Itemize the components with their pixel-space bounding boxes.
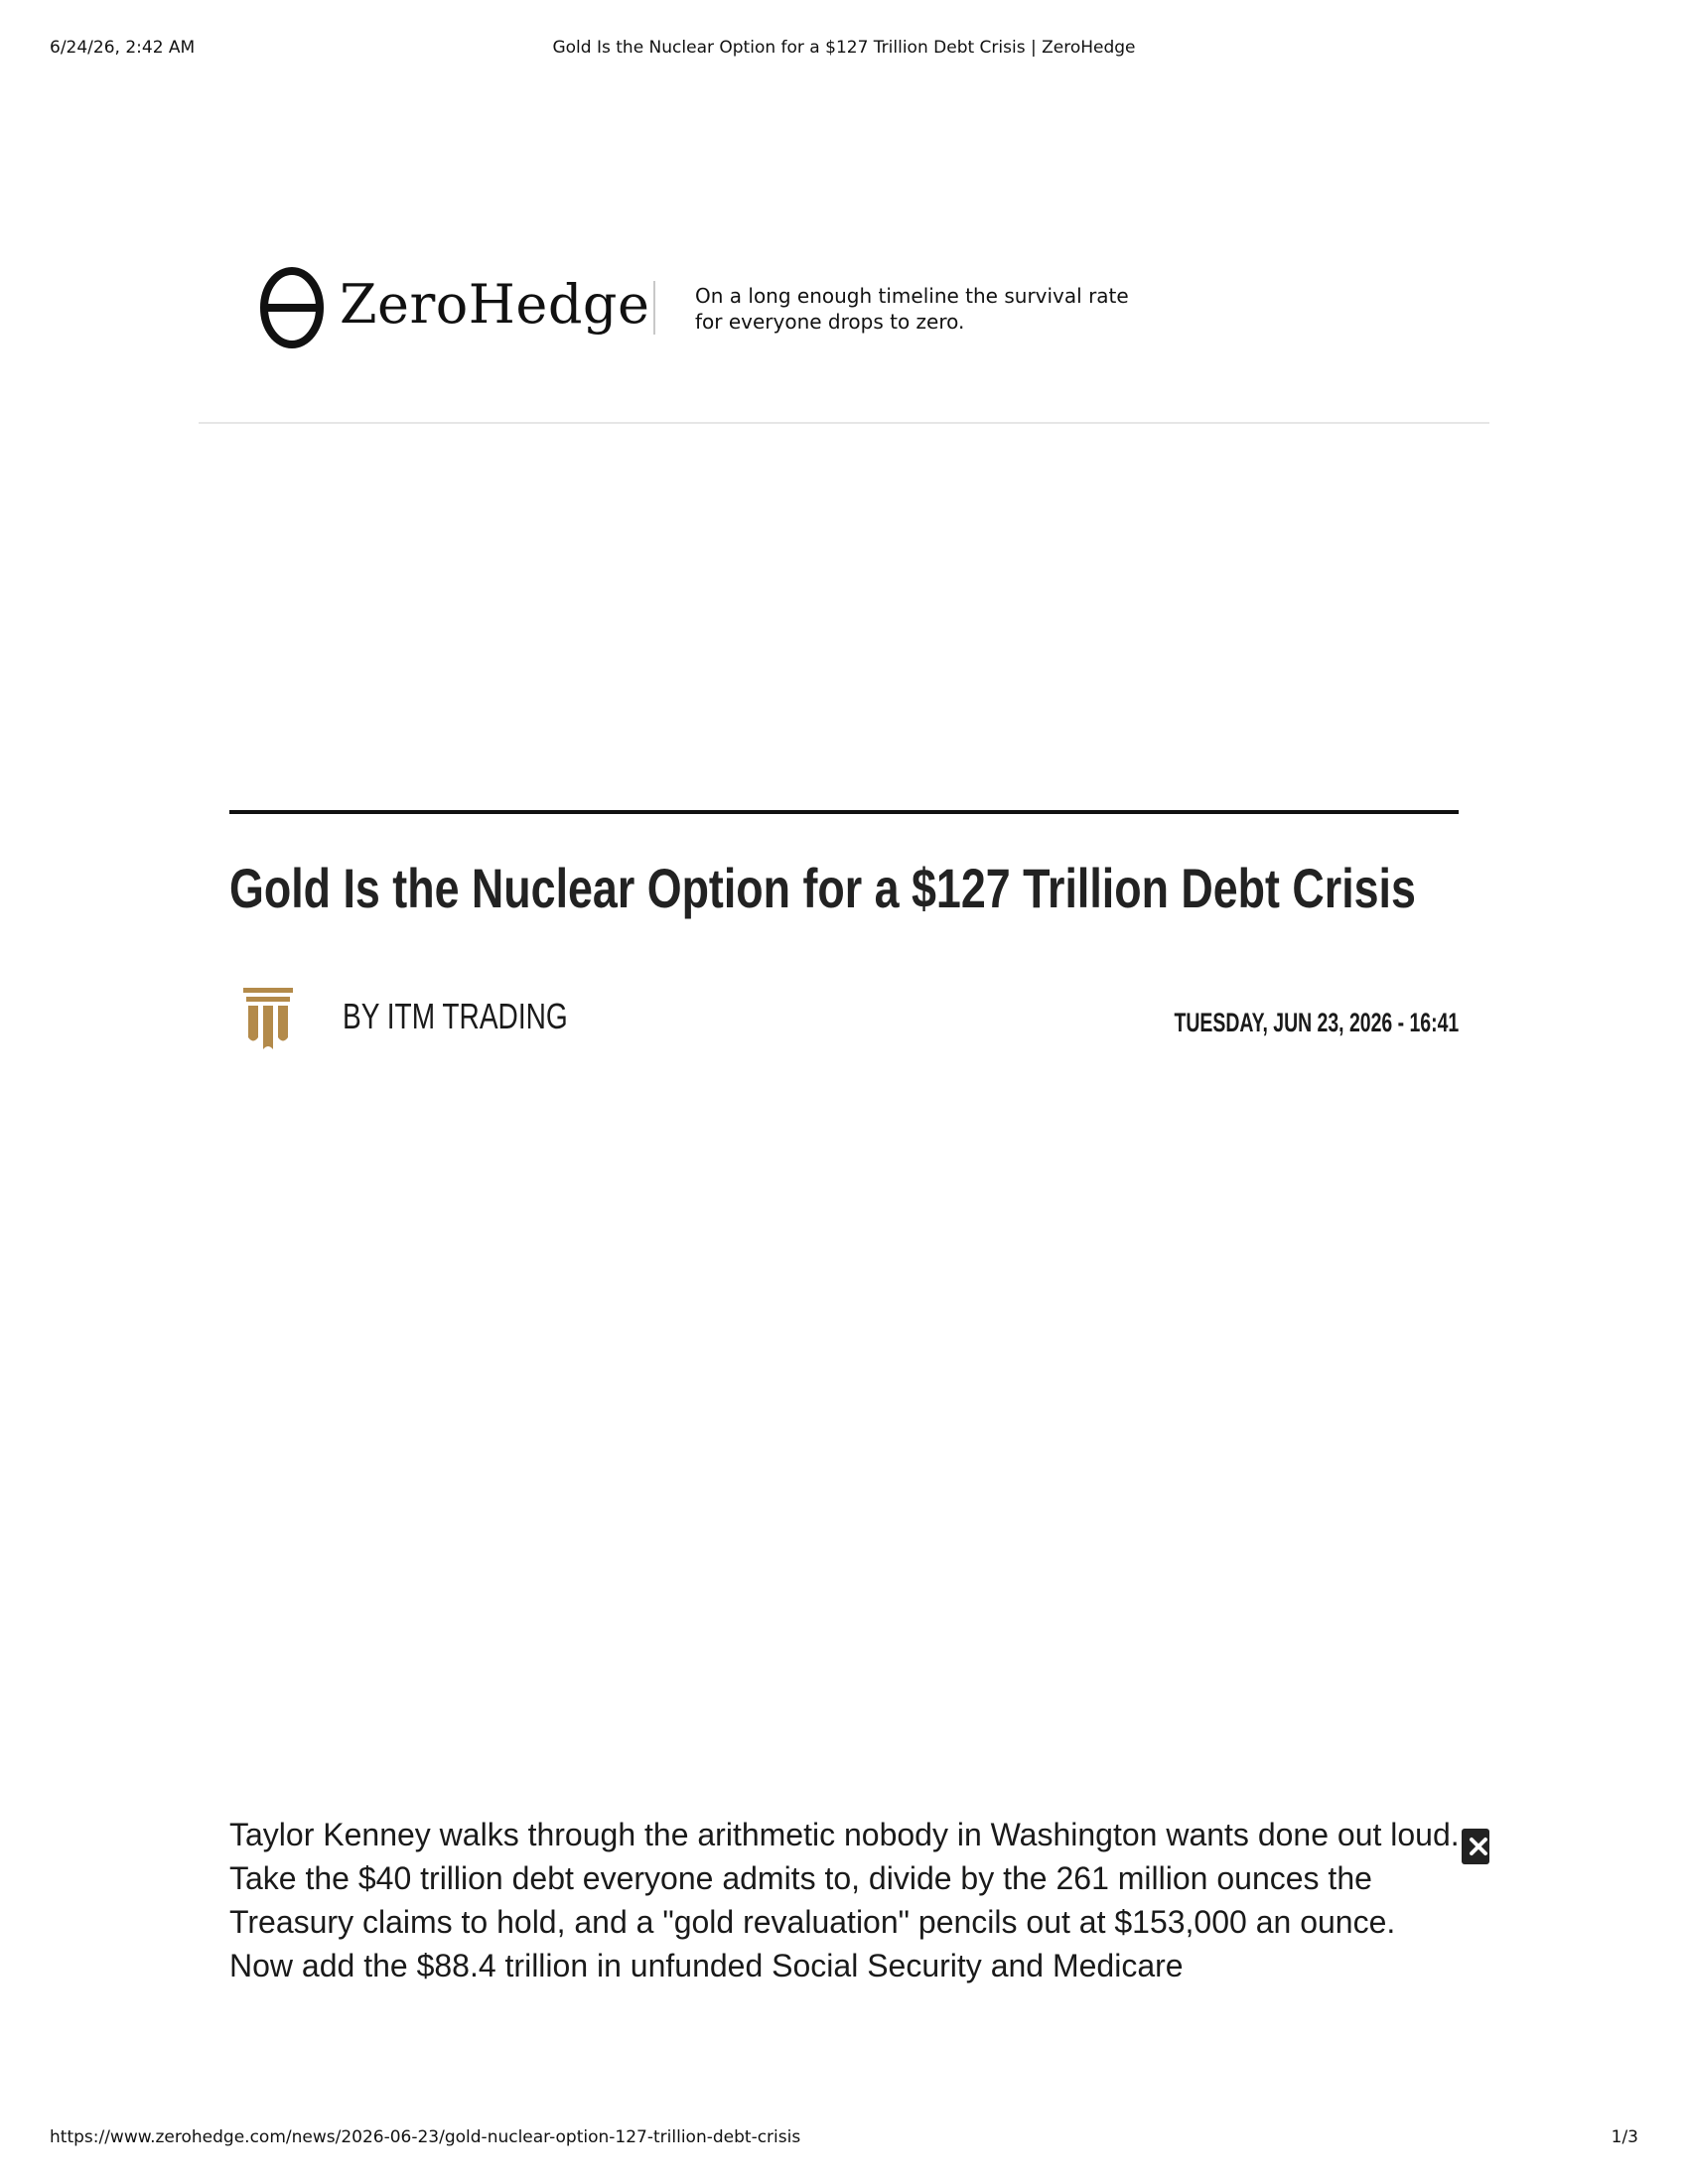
logo-wordmark: ZeroHedge (340, 273, 650, 336)
byline-row: BY ITM TRADING TUESDAY, JUN 23, 2026 - 16:41 (229, 983, 1459, 1052)
close-icon (1462, 1829, 1489, 1864)
close-ad-button[interactable] (1462, 1829, 1489, 1864)
print-url: https://www.zerohedge.com/news/2026-06-23/gold-nuclear-option-127-trillion-debt-crisis (50, 2127, 801, 2147)
header-separator (199, 422, 1489, 424)
site-tagline: On a long enough timeline the survival rate for everyone drops to zero. (695, 284, 1129, 334)
print-footer (50, 2127, 1638, 2151)
site-header (199, 263, 1489, 352)
print-page-title: Gold Is the Nuclear Option for a $127 Trillion Debt Crisis | ZeroHedge (552, 38, 1136, 58)
header-divider (653, 281, 655, 335)
print-datetime: 6/24/26, 2:42 AM (50, 38, 196, 58)
article-body-paragraph: Taylor Kenney walks through the arithmetic nobody in Washington wants done out loud. Take the $40 trillion debt everyone admits to, divide by the 261 million ounces the Treasury claims to hold, and a "gold revaluation" pencils out at $153,000 an ounce. Now add the $88.4 trillion in unfunded Social Security and Medicare (229, 1817, 1460, 1983)
article-top-rule (229, 810, 1459, 814)
itm-trading-pillar-logo-icon[interactable] (243, 988, 293, 1049)
print-page-number: 1/3 (1611, 2127, 1638, 2147)
print-header (50, 38, 1638, 62)
zerohedge-theta-logo-icon (258, 266, 326, 349)
article-title: Gold Is the Nuclear Option for a $127 Trillion Debt Crisis (229, 857, 1416, 919)
